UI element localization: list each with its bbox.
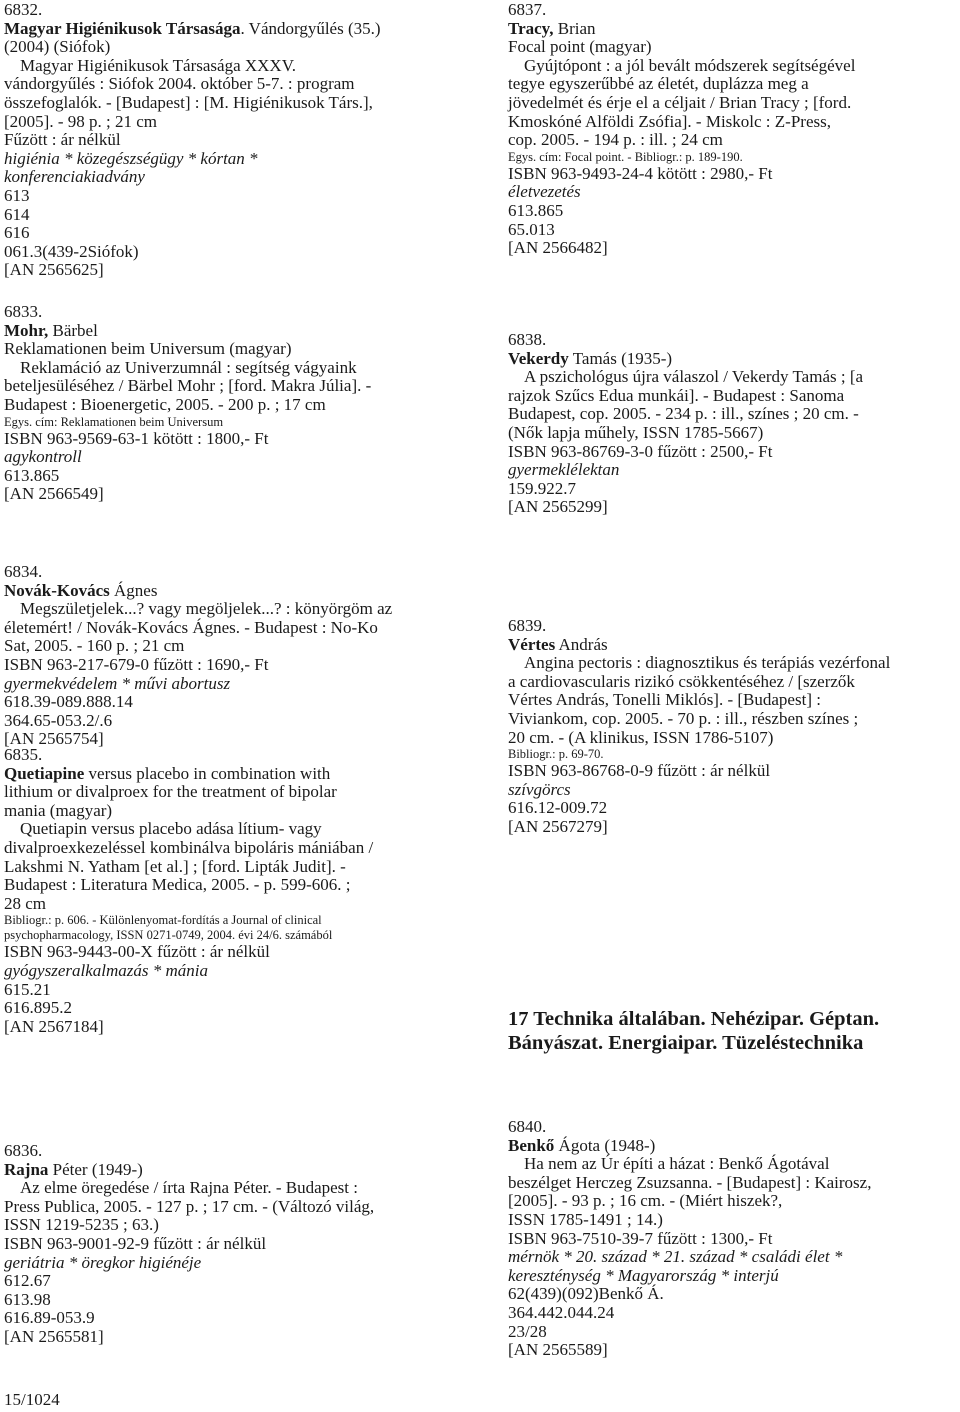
entry-line: cop. 2005. - 194 p. : ill. ; 24 cm xyxy=(508,130,723,150)
entry-line: [AN 2565589] xyxy=(508,1340,608,1360)
entry-heading-rest: Péter (1949-) xyxy=(48,1159,143,1179)
entry-line: szívgörcs xyxy=(508,779,571,799)
entry-line: 28 cm xyxy=(4,893,47,913)
entry-line: Megszületjelek...? vagy megöljelek...? : könyörgöm az xyxy=(20,599,393,619)
entry-line: agykontroll xyxy=(4,447,82,467)
entry-line: ISBN 963-7510-39-7 fűzött : 1300,- Ft xyxy=(508,1228,773,1248)
entry-line: lithium or divalproex for the treatment of bipolar xyxy=(4,782,337,802)
page-number: 15/1024 xyxy=(4,1390,60,1409)
entry-line: higiénia * közegészségügy * kórtan * xyxy=(4,148,258,168)
entry-line: (Nők lapja műhely, ISSN 1785-5667) xyxy=(508,422,764,442)
entry-line: 159.922.7 xyxy=(508,478,576,498)
entry-line: gyermekvédelem * művi abortusz xyxy=(4,673,231,693)
entry-line: (2004) (Siófok) xyxy=(4,37,111,57)
entry-line: [AN 2565581] xyxy=(4,1326,104,1346)
entry-heading xyxy=(4,20,462,39)
entry-number: 6837. xyxy=(508,0,547,19)
entry-line: [2005]. - 93 p. ; 16 cm. - (Miért hiszek?, xyxy=(508,1191,783,1211)
entry-6836 xyxy=(4,1142,462,1347)
entry-line: [2005]. - 98 p. ; 21 cm xyxy=(4,111,157,131)
entry-heading-rest: Tamás (1935-) xyxy=(568,348,673,368)
entry-line: Press Publica, 2005. - 127 p. ; 17 cm. - (Változó világ, xyxy=(4,1196,375,1216)
entry-line: mérnök * 20. század * 21. század * családi élet * xyxy=(508,1247,843,1267)
entry-line: 65.013 xyxy=(508,219,555,239)
entry-line: Az elme öregedése / írta Rajna Péter. - Budapest : xyxy=(20,1178,358,1198)
entry-heading-rest: Ágnes xyxy=(109,580,158,600)
entry-line: 616 xyxy=(4,223,30,243)
entry-line: Gyújtópont : a jól bevált módszerek segítségével xyxy=(524,55,856,75)
entry-line: 061.3(439-2Siófok) xyxy=(4,241,139,261)
entry-heading-rest: . Vándorgyűlés (35.) xyxy=(240,18,381,38)
entry-line: összefoglalók. - [Budapest] : [M. Higiénikusok Társ.], xyxy=(4,92,373,112)
entry-line: Egys. cím: Reklamationen beim Universum xyxy=(4,414,224,429)
entry-line: 616.895.2 xyxy=(4,998,72,1018)
entry-line: 23/28 xyxy=(508,1321,547,1341)
entry-line: gyógyszeralkalmazás * mánia xyxy=(4,960,208,980)
entry-line: Quetiapin versus placebo adása lítium- vagy xyxy=(20,819,322,839)
entry-line: Vértes András, Tonelli Miklós]. - [Budapest] : xyxy=(508,690,821,710)
entry-line: mania (magyar) xyxy=(4,800,113,820)
entry-heading-rest: András xyxy=(555,634,608,654)
entry-heading-rest: Brian xyxy=(553,18,596,38)
entry-line: geriátria * öregkor higiénéje xyxy=(4,1252,202,1272)
entry-line: Budapest : Literatura Medica, 2005. - p. 599-606. ; xyxy=(4,875,351,895)
section-heading-line-1: 17 Technika általában. Nehézipar. Géptan. xyxy=(508,1008,880,1030)
entry-line: Reklamáció az Univerzumnál : segítség vágyaink xyxy=(20,357,357,377)
entry-line: Viviankom, cop. 2005. - 70 p. : ill., részben színes ; xyxy=(508,708,859,728)
entry-line: beteljesüléséhez / Bärbel Mohr ; [ford. Makra Júlia]. - xyxy=(4,376,372,396)
entry-line: 364.442.044.24 xyxy=(508,1302,615,1322)
entry-heading-bold: Novák-Kovács xyxy=(4,580,110,600)
entry-number: 6832. xyxy=(4,0,43,19)
entry-line: kereszténység * Magyarország * interjú xyxy=(508,1265,779,1285)
entry-line: rajzok Szűcs Edua munkái]. - Budapest : Sanoma xyxy=(508,385,845,405)
section-heading-line-2: Bányászat. Energiaipar. Tüzeléstechnika xyxy=(508,1032,864,1054)
entry-line: 20 cm. - (A klinikus, ISSN 1786-5107) xyxy=(508,727,774,747)
entry-line: 614 xyxy=(4,204,30,224)
entry-heading xyxy=(4,1161,462,1180)
entry-heading-bold: Rajna xyxy=(4,1159,49,1179)
entry-line: 62(439)(092)Benkő Á. xyxy=(508,1284,664,1304)
entry-heading-bold: Quetiapine xyxy=(4,763,85,783)
section-heading xyxy=(508,1007,958,1055)
entry-line: a cardiovascularis rizikó csökkentéséhez / [szerzők xyxy=(508,671,855,691)
entry-line: Focal point (magyar) xyxy=(508,37,652,57)
entry-line: 612.67 xyxy=(4,1271,51,1291)
entry-6840 xyxy=(508,1118,960,1360)
entry-line: Fűzött : ár nélkül xyxy=(4,130,121,150)
entry-line: Bibliogr.: p. 69-70. xyxy=(508,747,604,762)
entry-heading xyxy=(4,765,462,784)
entry-line: ISBN 963-9001-92-9 fűzött : ár nélkül xyxy=(4,1233,267,1253)
entry-6835 xyxy=(4,746,462,1036)
entry-line: ISBN 963-9493-24-4 kötött : 2980,- Ft xyxy=(508,163,773,183)
entry-6834 xyxy=(4,563,462,749)
entry-line: ISBN 963-217-679-0 fűzött : 1690,- Ft xyxy=(4,654,269,674)
entry-heading xyxy=(508,1137,960,1156)
entry-line: [AN 2565754] xyxy=(4,729,104,749)
entry-line: Budapest, cop. 2005. - 234 p. : ill., színes ; 20 cm. - xyxy=(508,404,859,424)
entry-line: [AN 2566549] xyxy=(4,484,104,504)
entry-heading-bold: Mohr, xyxy=(4,320,49,340)
entry-heading xyxy=(4,322,462,341)
entry-line: Kmoskóné Alföldi Zsófia]. - Miskolc : Z-Press, xyxy=(508,111,831,131)
entry-heading xyxy=(508,636,960,655)
entry-line: divalproexkezeléssel kombinálva bipoláris mániában / xyxy=(4,837,374,857)
entry-line: életvezetés xyxy=(508,182,581,202)
entry-line: [AN 2566482] xyxy=(508,238,608,258)
entry-heading-rest: Ágota (1948-) xyxy=(554,1135,656,1155)
entry-heading-bold: Benkő xyxy=(508,1135,555,1155)
entry-heading-bold: Vértes xyxy=(508,634,556,654)
entry-line: Lakshmi N. Yatham [et al.] ; [ford. Lipták Judit]. - xyxy=(4,856,346,876)
entry-line: Reklamationen beim Universum (magyar) xyxy=(4,339,292,359)
entry-line: 364.65-053.2/.6 xyxy=(4,710,113,730)
entry-number: 6834. xyxy=(4,562,43,581)
entry-heading-bold: Magyar Higiénikusok Társasága xyxy=(4,18,241,38)
entry-line: konferenciakiadvány xyxy=(4,167,145,187)
entry-line: psychopharmacology, ISSN 0271-0749, 2004. évi 24/6. számából xyxy=(4,928,333,943)
entry-line: 615.21 xyxy=(4,979,51,999)
entry-line: [AN 2567184] xyxy=(4,1016,104,1036)
entry-line: ISBN 963-9569-63-1 kötött : 1800,- Ft xyxy=(4,428,269,448)
entry-line: ISBN 963-9443-00-X fűzött : ár nélkül xyxy=(4,942,270,962)
entry-line: 616.12-009.72 xyxy=(508,798,608,818)
entry-line: 616.89-053.9 xyxy=(4,1308,95,1328)
entry-number: 6836. xyxy=(4,1141,43,1160)
entry-6833 xyxy=(4,303,462,504)
entry-line: ISSN 1219-5235 ; 63.) xyxy=(4,1215,159,1235)
entry-6837 xyxy=(508,1,960,258)
entry-line: 613.865 xyxy=(508,200,564,220)
entry-number: 6833. xyxy=(4,302,43,321)
entry-line: Bibliogr.: p. 606. - Különlenyomat-fordítás a Journal of clinical xyxy=(4,913,322,928)
entry-line: [AN 2565299] xyxy=(508,497,608,517)
entry-line: vándorgyűlés : Siófok 2004. október 5-7. : program xyxy=(4,74,355,94)
entry-line: életemért! / Novák-Kovács Ágnes. - Budapest : No-Ko xyxy=(4,617,378,637)
entry-line: tegye egyszerűbbé az életét, duplázza meg a xyxy=(508,74,809,94)
entry-heading-bold: Tracy, xyxy=(508,18,554,38)
entry-line: gyermeklélektan xyxy=(508,460,620,480)
entry-line: 613 xyxy=(4,185,30,205)
entry-heading xyxy=(508,20,960,39)
entry-line: ISSN 1785-1491 ; 14.) xyxy=(508,1209,663,1229)
entry-number: 6839. xyxy=(508,616,547,635)
entry-line: ISBN 963-86768-0-9 fűzött : ár nélkül xyxy=(508,761,771,781)
entry-line: jövedelmét és érje el a céljait / Brian Tracy ; [ford. xyxy=(508,92,852,112)
entry-line: 613.98 xyxy=(4,1289,51,1309)
entry-number: 6838. xyxy=(508,330,547,349)
entry-heading xyxy=(4,582,462,601)
entry-line: beszélget Herczeg Zsuzsanna. - [Budapest] : Kairosz, xyxy=(508,1172,872,1192)
entry-heading-rest: Bärbel xyxy=(48,320,98,340)
entry-line: Egys. cím: Focal point. - Bibliogr.: p. 189-190. xyxy=(508,149,743,164)
entry-line: Ha nem az Úr építi a házat : Benkő Ágotával xyxy=(524,1154,830,1174)
entry-heading-rest: versus placebo in combination with xyxy=(84,763,331,783)
entry-number: 6835. xyxy=(4,745,43,764)
entry-line: 618.39-089.888.14 xyxy=(4,692,133,712)
entry-heading-bold: Vekerdy xyxy=(508,348,569,368)
entry-line: [AN 2565625] xyxy=(4,260,104,280)
entry-line: 613.865 xyxy=(4,465,60,485)
entry-number: 6840. xyxy=(508,1117,547,1136)
entry-line: [AN 2567279] xyxy=(508,816,608,836)
entry-line: Sat, 2005. - 160 p. ; 21 cm xyxy=(4,636,185,656)
entry-line: ISBN 963-86769-3-0 fűzött : 2500,- Ft xyxy=(508,441,773,461)
entry-line: Magyar Higiénikusok Társasága XXXV. xyxy=(20,55,297,75)
entry-6839 xyxy=(508,617,960,837)
entry-6838 xyxy=(508,331,960,517)
entry-line: A pszichológus újra válaszol / Vekerdy Tamás ; [a xyxy=(524,367,864,387)
entry-6832 xyxy=(4,1,462,280)
entry-line: Angina pectoris : diagnosztikus és terápiás vezérfonal xyxy=(524,653,891,673)
entry-line: Budapest : Bioenergetic, 2005. - 200 p. ; 17 cm xyxy=(4,394,326,414)
entry-heading xyxy=(508,350,960,369)
